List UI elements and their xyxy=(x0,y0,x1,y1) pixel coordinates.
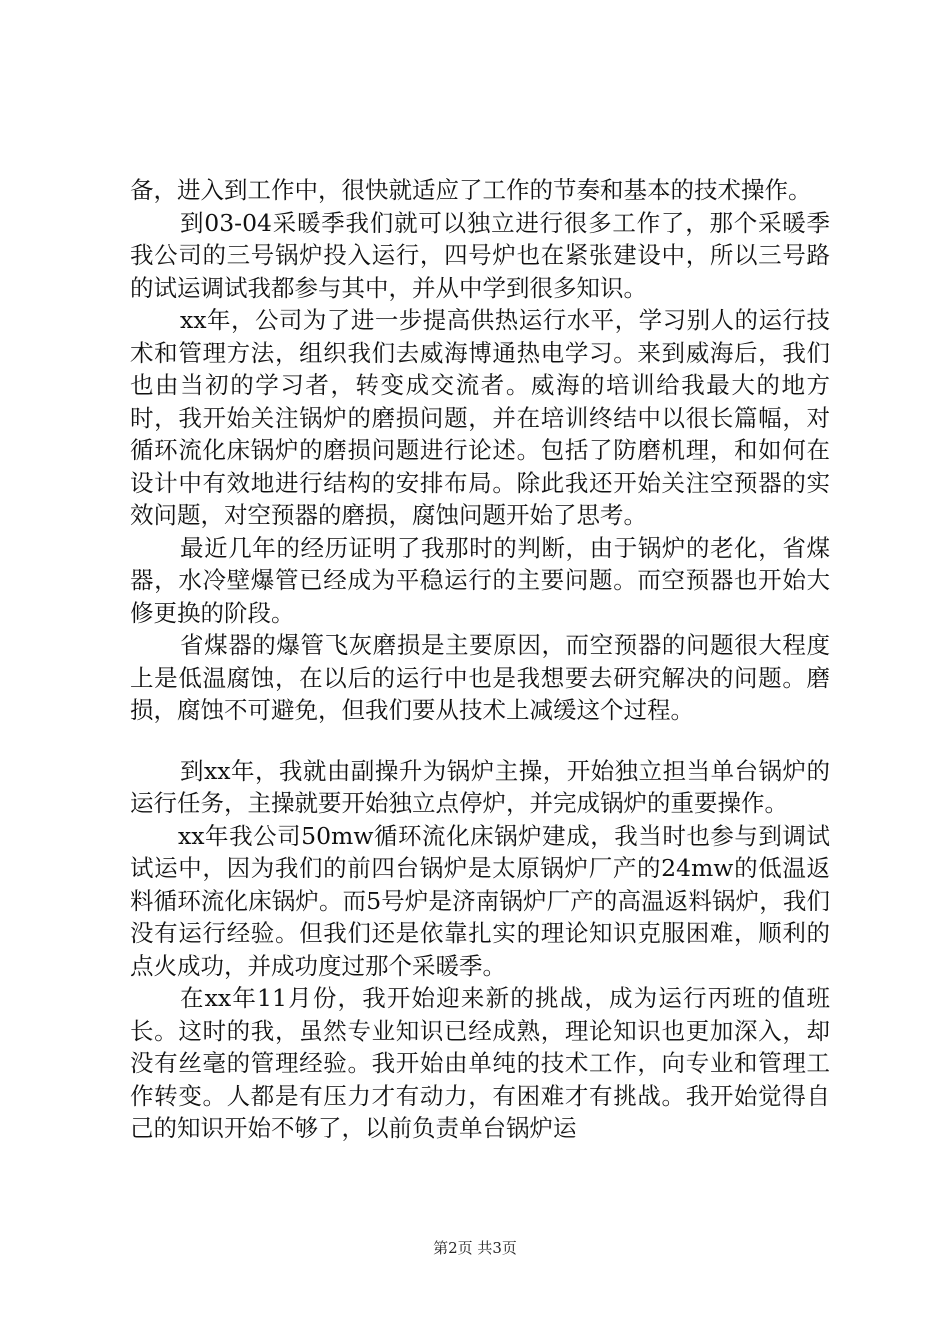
paragraph: xx年我公司50mw循环流化床锅炉建成，我当时也参与到调试试运中，因为我们的前四台锅炉是太原锅炉厂产的24mw的低温返料循环流化床锅炉。而5号炉是济南锅炉厂产的高温返料锅炉，我们没有运行经验。但我们还是依靠扎实的理论知识克服困难，顺利的点火成功，并成功度过那个采暖季。 xyxy=(130,821,830,980)
paragraph-continuation: 备，进入到工作中，很快就适应了工作的节奏和基本的技术操作。 xyxy=(130,176,812,204)
paragraph: 最近几年的经历证明了我那时的判断，由于锅炉的老化，省煤器，水冷壁爆管已经成为平稳运行的主要问题。而空预器也开始大修更换的阶段。 xyxy=(130,533,830,627)
paragraph: xx年，公司为了进一步提高供热运行水平，学习别人的运行技术和管理方法，组织我们去威海博通热电学习。来到威海后，我们也由当初的学习者，转变成交流者。威海的培训给我最大的地方时，我开始关注锅炉的磨损问题，并在培训终结中以很长篇幅，对循环流化床锅炉的磨损问题进行论述。包括了防磨机理，和如何在设计中有效地进行结构的安排布局。除此我还开始关注空预器的实效问题，对空预器的磨损，腐蚀问题开始了思考。 xyxy=(130,306,830,529)
paragraph: 到xx年，我就由副操升为锅炉主操，开始独立担当单台锅炉的运行任务，主操就要开始独立点停炉，并完成锅炉的重要操作。 xyxy=(130,756,830,817)
paragraph-spacer xyxy=(130,727,830,755)
document-body xyxy=(130,174,830,1145)
paragraph: 省煤器的爆管飞灰磨损是主要原因，而空预器的问题很大程度上是低温腐蚀，在以后的运行中也是我想要去研究解决的问题。磨损，腐蚀不可避免，但我们要从技术上减缓这个过程。 xyxy=(130,631,830,724)
page-number-footer: 第2页 共3页 xyxy=(433,1239,517,1257)
paragraph: 到03-04采暖季我们就可以独立进行很多工作了，那个采暖季我公司的三号锅炉投入运行，四号炉也在紧张建设中，所以三号路的试运调试我都参与其中，并从中学到很多知识。 xyxy=(130,208,830,302)
paragraph: 在xx年11月份，我开始迎来新的挑战，成为运行丙班的值班长。这时的我，虽然专业知识已经成熟，理论知识也更加深入，却没有丝毫的管理经验。我开始由单纯的技术工作，向专业和管理工作转变。人都是有压力才有动力，有困难才有挑战。我开始觉得自己的知识开始不够了，以前负责单台锅炉运 xyxy=(130,984,830,1142)
